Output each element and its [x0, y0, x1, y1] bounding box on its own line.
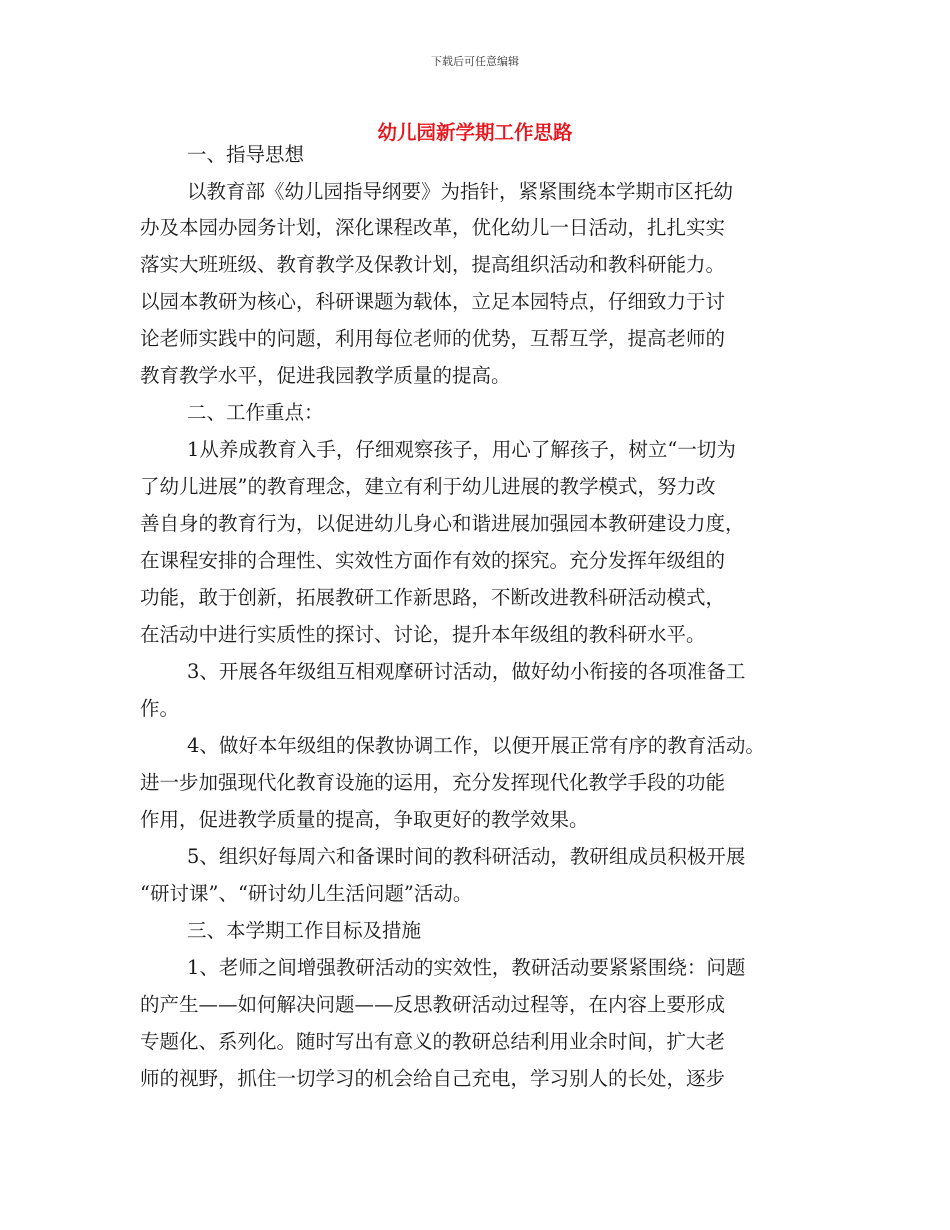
- section-heading: 三、本学期工作目标及措施: [187, 919, 422, 942]
- body-line: 办及本园办园务计划，深化课程改革，优化幼儿一日活动，扎扎实实: [140, 216, 726, 239]
- body-line: “研讨课”、“研讨幼儿生活问题”活动。: [140, 882, 473, 905]
- body-line: 作用，促进教学质量的提高，争取更好的教学效果。: [140, 808, 589, 831]
- body-line: 专题化、系列化。随时写出有意义的教研总结利用业余时间，扩大老: [140, 1030, 726, 1053]
- body-line: 的产生——如何解决问题——反思教研活动过程等，在内容上要形成: [140, 993, 726, 1016]
- body-line: 1从养成教育入手，仔细观察孩子，用心了解孩子，树立“一切为: [187, 438, 736, 461]
- body-line: 功能，敢于创新，拓展教研工作新思路，不断改进教科研活动模式，: [140, 586, 726, 609]
- page-header-note: 下载后可任意编辑: [431, 55, 519, 68]
- body-line: 作。: [140, 697, 180, 720]
- body-line: 教育教学水平，促进我园教学质量的提高。: [140, 364, 511, 387]
- body-line: 1、老师之间增强教研活动的实效性，教研活动要紧紧围绕：问题: [187, 956, 746, 979]
- body-line: 师的视野，抓住一切学习的机会给自己充电，学习别人的长处，逐步: [140, 1067, 726, 1090]
- body-line: 以园本教研为核心，科研课题为载体，立足本园特点，仔细致力于讨: [140, 290, 726, 313]
- body-line: 在活动中进行实质性的探讨、讨论，提升本年级组的教科研水平。: [140, 623, 706, 646]
- body-line: 落实大班班级、教育教学及保教计划，提高组织活动和教科研能力。: [140, 253, 726, 276]
- body-line: 5、组织好每周六和备课时间的教科研活动，教研组成员积极开展: [187, 845, 746, 868]
- section-heading: 二、工作重点：: [187, 401, 324, 424]
- body-line: 在课程安排的合理性、实效性方面作有效的探究。充分发挥年级组的: [140, 549, 726, 572]
- body-line: 以教育部《幼儿园指导纲要》为指针，紧紧围绕本学期市区托幼: [187, 180, 734, 203]
- body-line: 论老师实践中的问题，利用每位老师的优势，互帮互学，提高老师的: [140, 327, 726, 350]
- body-line: 善自身的教育行为，以促进幼儿身心和谐进展加强园本教研建设力度，: [140, 512, 745, 535]
- section-heading: 一、指导思想: [187, 143, 305, 166]
- body-line: 4、做好本年级组的保教协调工作，以便开展正常有序的教育活动。: [187, 734, 765, 757]
- document-title: 幼儿园新学期工作思路: [377, 121, 573, 144]
- body-line: 3、开展各年级组互相观摩研讨活动，做好幼小衔接的各项准备工: [187, 660, 746, 683]
- body-line: 了幼儿进展”的教育理念，建立有利于幼儿进展的教学模式，努力改: [140, 475, 716, 498]
- body-line: 进一步加强现代化教育设施的运用，充分发挥现代化教学手段的功能: [140, 771, 726, 794]
